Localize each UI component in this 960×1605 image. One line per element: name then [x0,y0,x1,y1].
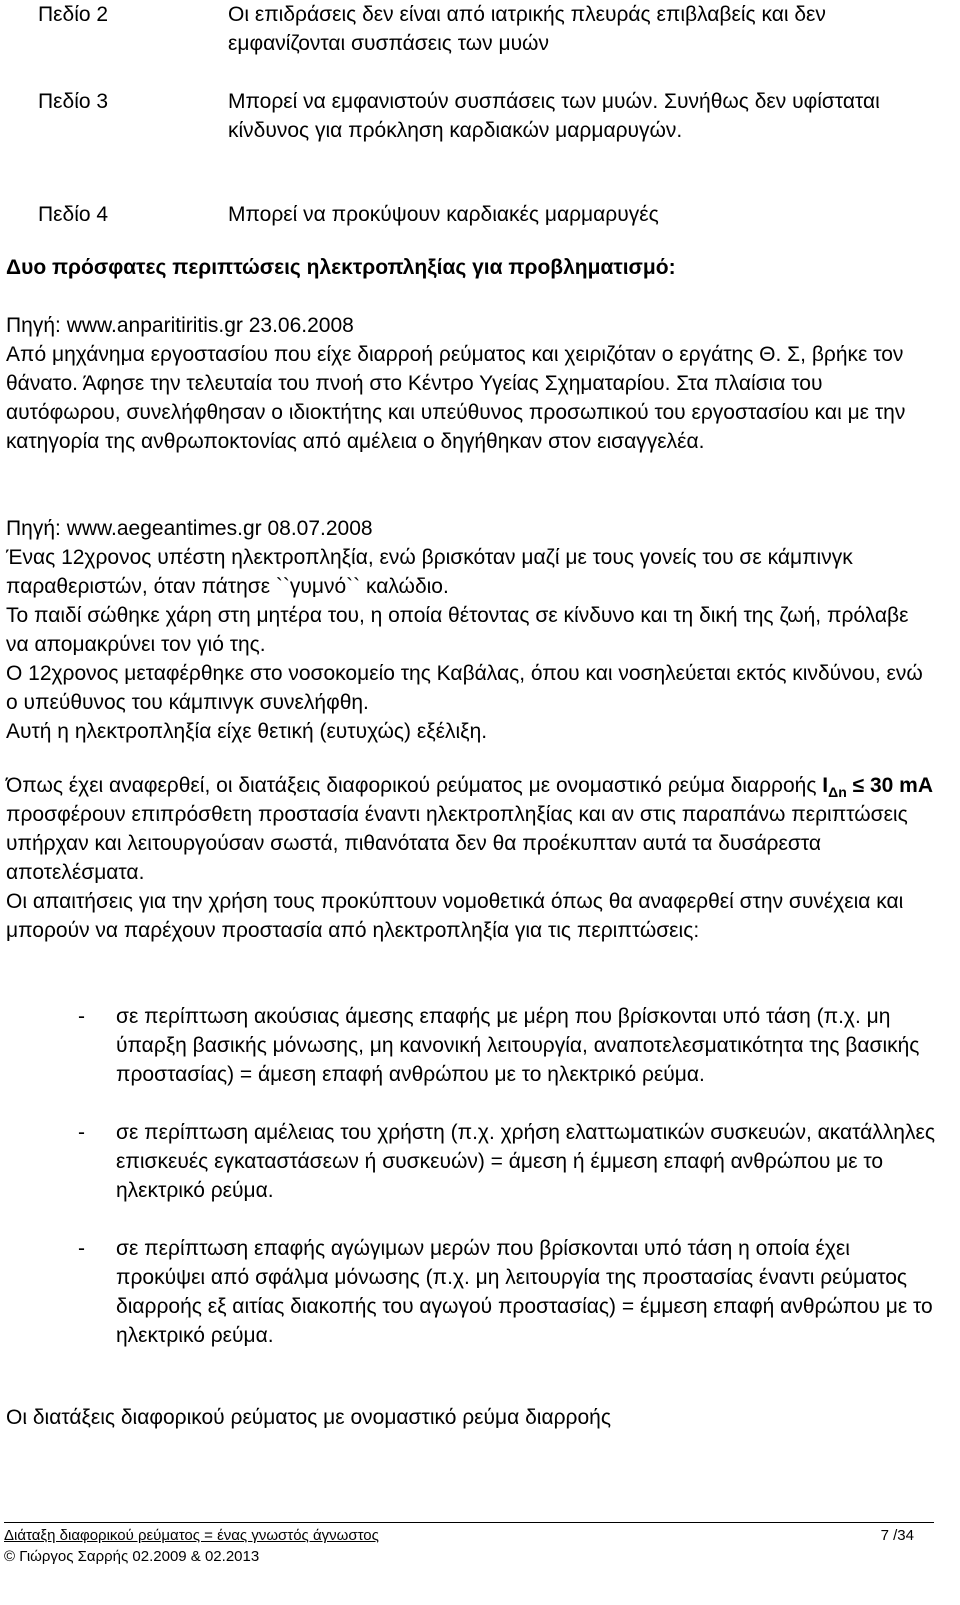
case-2-line: Το παιδί σώθηκε χάρη στη μητέρα του, η οποία θέτοντας σε κίνδυνο και τη δική της ζωή, πρόλαβε να απομακρύνει τον γιό της. [6,604,909,656]
rcd-subscript: Δn [828,784,847,801]
field-label: Πεδίο 3 [38,90,109,113]
dash-marker: - [78,1237,85,1260]
list-item [6,1118,936,1205]
field-label: Πεδίο 2 [38,3,109,26]
rcd-rating [822,774,933,801]
section-heading: Δυο πρόσφατες περιπτώσεις ηλεκτροπληξίας για προβληματισμό: [6,256,676,279]
field-row-4 [38,200,918,229]
rcd-post: προσφέρουν επιπρόσθετη προστασία έναντι ηλεκτροπληξίας και αν στις παραπάνω περιπτώσεις υπήρχαν και λειτουργούσαν σωστά, πιθανότατα δεν θα προέκυπταν αυτά τα δυσάρεστα αποτελέσματα. [6,803,908,884]
rcd-requirements: Οι απαιτήσεις για την χρήση τους προκύπτουν νομοθετικά όπως θα αναφερθεί στην συνέχεια και μπορούν να παρέχουν προστασία από ηλεκτροπληξία για τις περιπτώσεις: [6,890,904,942]
case-2-source: Πηγή: www.aegeantimes.gr 08.07.2008 [6,517,373,540]
protection-cases-list [6,1002,936,1350]
rcd-pre: Όπως έχει αναφερθεί, οι διατάξεις διαφορικού ρεύματος με ονομαστικό ρεύμα διαρροής [6,774,817,797]
list-item [6,1234,936,1350]
list-item-text: σε περίπτωση αμέλειας του χρήστη (π.χ. χρήση ελαττωματικών συσκευών, ακατάλληλες επισκευές εγκαταστάσεων ή συσκευών) = άμεση ή έμμεση επαφή ανθρώπου με το ηλεκτρικό ρεύμα. [116,1121,935,1202]
case-2-line: Ο 12χρονος μεταφέρθηκε στο νοσοκομείο της Καβάλας, όπου και νοσηλεύεται εκτός κινδύνου, ενώ ο υπεύθυνος του κάμπινγκ συνελήφθη. [6,662,923,714]
case-2-line: Ένας 12χρονος υπέστη ηλεκτροπληξία, ενώ βρισκόταν μαζί με τους γονείς του σε κάμπινγκ παραθεριστών, όταν πάτησε ``γυμνό`` καλώδιο. [6,546,853,598]
rcd-paragraph [6,771,936,945]
field-description: Μπορεί να εμφανιστούν συσπάσεις των μυών. Συνήθως δεν υφίσταται κίνδυνος για πρόκληση καρδιακών μαρμαρυγών. [228,90,880,142]
page-footer [4,1522,934,1567]
field-description: Μπορεί να προκύψουν καρδιακές μαρμαρυγές [228,203,659,226]
footer-line [4,1522,934,1546]
field-description: Οι επιδράσεις δεν είναι από ιατρικής πλευράς επιβλαβείς και δεν εμφανίζονται συσπάσεις των μυών [228,3,826,55]
rcd-value: ≤ 30 mA [846,774,933,797]
case-1-source: Πηγή: www.anparitiritis.gr 23.06.2008 [6,314,354,337]
dash-marker: - [78,1121,85,1144]
case-2-line: Αυτή η ηλεκτροπληξία είχε θετική (ευτυχώς) εξέλιξη. [6,720,488,743]
rcd-text [6,771,936,887]
page-number: 7 /34 [880,1527,914,1544]
list-item [6,1002,936,1089]
dash-marker: - [78,1005,85,1028]
field-label: Πεδίο 4 [38,203,109,226]
footer-copyright: © Γιώργος Σαρρής 02.2009 & 02.2013 [4,1548,260,1565]
closing-line: Οι διατάξεις διαφορικού ρεύματος με ονομαστικό ρεύμα διαρροής [6,1406,611,1429]
list-item-text: σε περίπτωση επαφής αγώγιμων μερών που βρίσκονται υπό τάση η οποία έχει προκύψει από σφάλμα μόνωσης (π.χ. μη λειτουργία της προστασίας έναντι ρεύματος διαρροής εξ αιτίας διακοπής του αγωγού προστασίας) = έμμεση επαφή ανθρώπου με το ηλεκτρικό ρεύμα. [116,1237,933,1347]
case-2 [6,514,936,746]
rcd-symbol: I [822,774,829,797]
field-table [38,0,918,229]
list-item-text: σε περίπτωση ακούσιας άμεσης επαφής με μέρη που βρίσκονται υπό τάση (π.χ. μη ύπαρξη βασικής μόνωσης, μη κανονική λειτουργία, αναποτελεσματικότητα της βασικής προστασίας) = άμεση επαφή ανθρώπου με το ηλεκτρικό ρεύμα. [116,1005,920,1086]
field-row-2 [38,0,918,87]
case-1 [6,311,936,456]
field-row-3 [38,87,918,200]
case-1-text: Από μηχάνημα εργοστασίου που είχε διαρροή ρεύματος και χειριζόταν ο εργάτης Θ. Σ, βρήκε τον θάνατο. Άφησε την τελευταία του πνοή στο Κέντρο Υγείας Σχηματαρίου. Στα πλαίσια του αυτόφωρου, συνελήφθησαν ο ιδιοκτήτης και υπεύθυνος προσωπικού του εργοστασίου και με την κατηγορία της ανθρωποκτονίας από αμέλεια ο δηγήθηκαν στον εισαγγελέα. [6,343,906,453]
footer-title: Διάταξη διαφορικού ρεύματος = ένας γνωστός άγνωστος [4,1527,379,1544]
